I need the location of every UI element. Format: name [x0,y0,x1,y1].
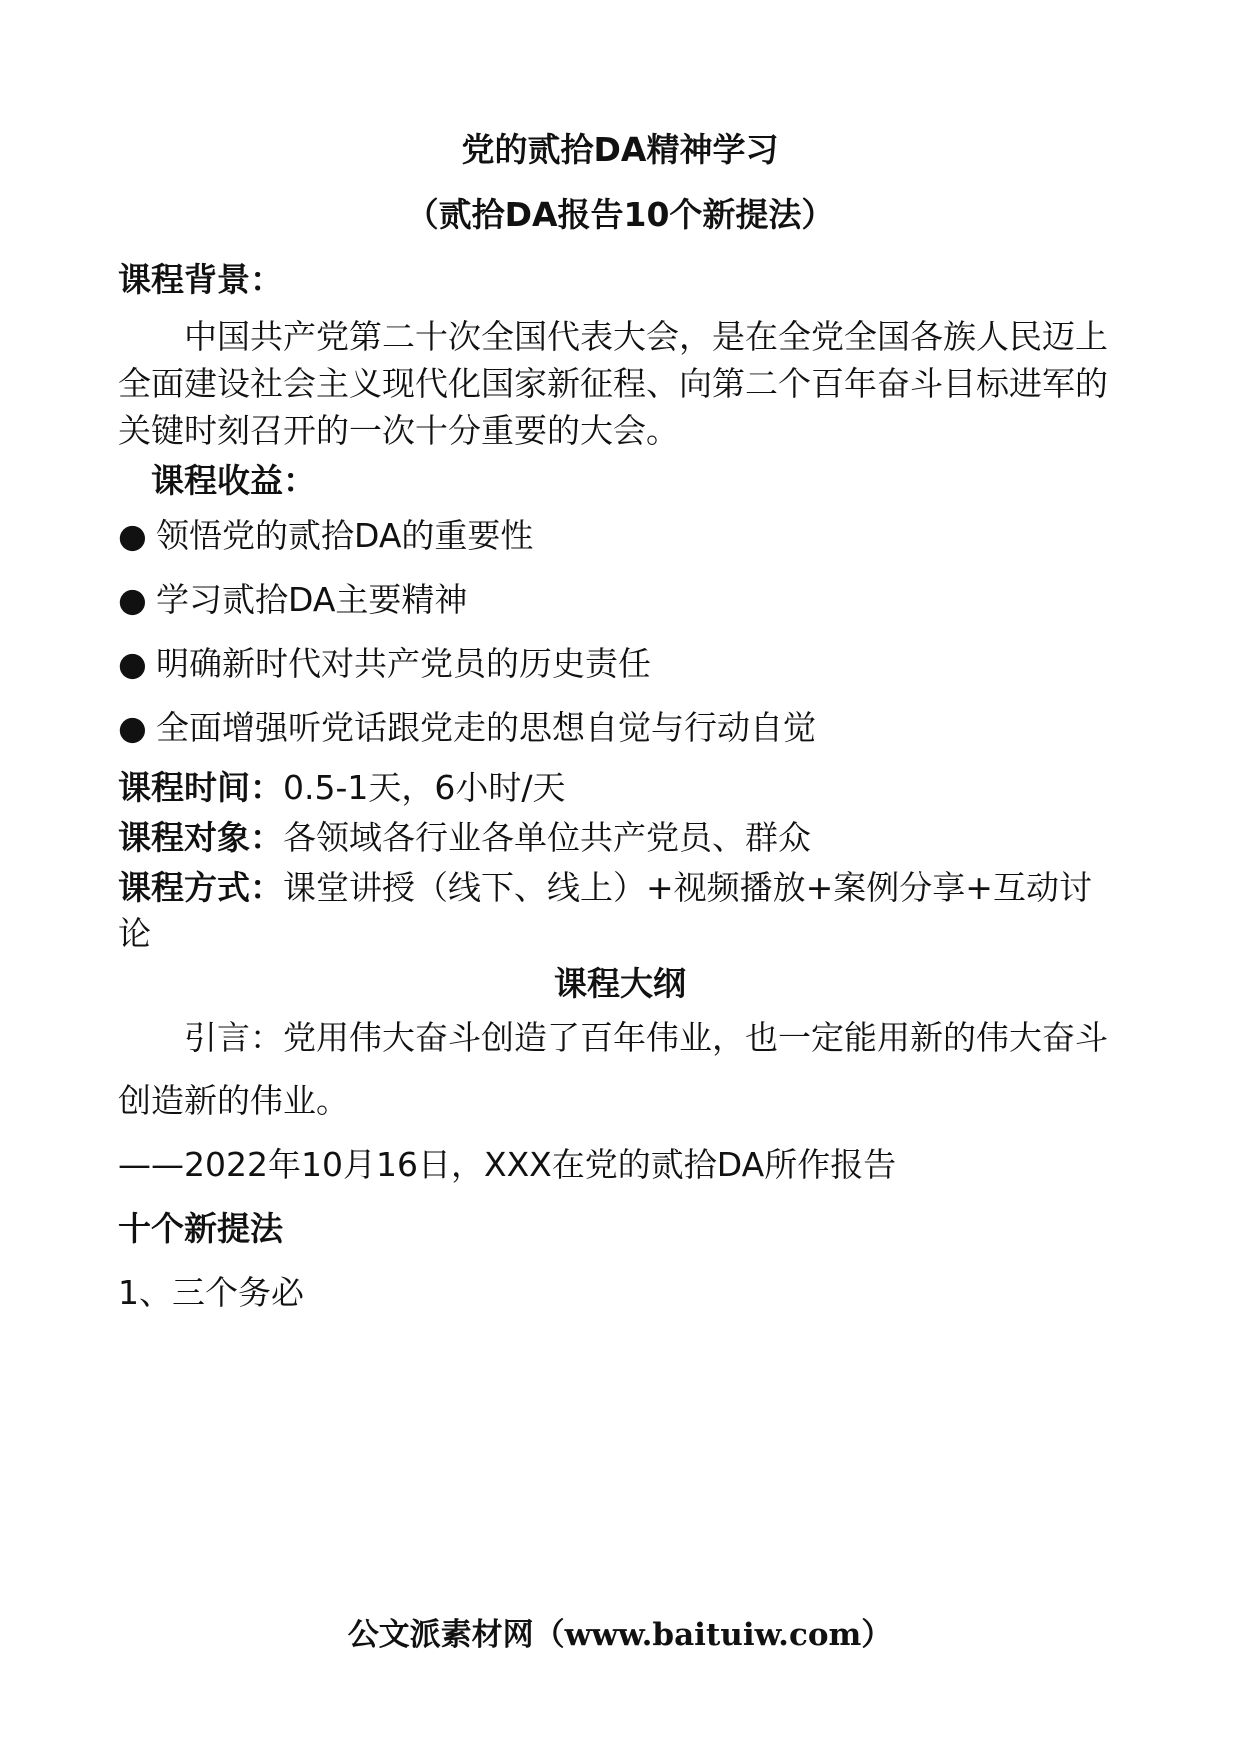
doc-title: 党的贰拾DA精神学习 [461,130,779,169]
benefit-item-text: 明确新时代对共产党员的历史责任 [156,644,651,683]
section-heading: 十个新提法 [118,1209,283,1248]
course-method-continuation: 论 [118,914,151,953]
background-text-line: 关键时刻召开的一次十分重要的大会。 [118,411,679,450]
benefit-item-text: 全面增强听党话跟党走的思想自觉与行动自觉 [156,708,816,747]
benefit-item [118,572,1128,628]
course-audience-label: 课程对象： [118,818,283,857]
doc-subtitle: （贰拾DA报告10个新提法） [405,195,835,234]
outline-intro-line: 创造新的伟业。 [118,1081,349,1120]
outline-intro-line: 引言：党用伟大奋斗创造了百年伟业，也一定能用新的伟大奋斗 [184,1018,1108,1057]
benefit-item [118,700,1128,756]
benefit-item-text: 学习贰拾DA主要精神 [156,580,468,619]
outline-heading: 课程大纲 [554,964,686,1003]
course-time-label: 课程时间： [118,768,283,807]
background-heading: 课程背景： [118,260,283,299]
background-text-line: 全面建设社会主义现代化国家新征程、向第二个百年奋斗目标进军的 [118,364,1108,403]
benefit-item [118,636,1128,692]
bullet-icon: ● [118,644,147,683]
outline-source: ——2022年10月16日，XXX在党的贰拾DA所作报告 [118,1145,897,1184]
course-method-label: 课程方式： [118,868,283,907]
course-time-row [118,760,1128,816]
bullet-icon: ● [118,516,147,555]
course-time-value: 0.5-1天，6小时/天 [283,768,566,807]
bullet-icon: ● [118,580,147,619]
benefit-item-text: 领悟党的贰拾DA的重要性 [156,516,534,555]
course-audience-row [118,810,1128,866]
benefit-item [118,508,1128,564]
benefits-heading: 课程收益： [151,461,316,500]
footer-watermark: 公文派素材网（www.baituiw.com） [347,1617,893,1653]
course-audience-value: 各领域各行业各单位共产党员、群众 [283,818,811,857]
course-method-value: 课堂讲授（线下、线上）+视频播放+案例分享+互动讨 [283,868,1092,907]
bullet-icon: ● [118,708,147,747]
outline-item: 1、三个务必 [118,1273,304,1312]
background-text-line: 中国共产党第二十次全国代表大会，是在全党全国各族人民迈上 [184,317,1108,356]
